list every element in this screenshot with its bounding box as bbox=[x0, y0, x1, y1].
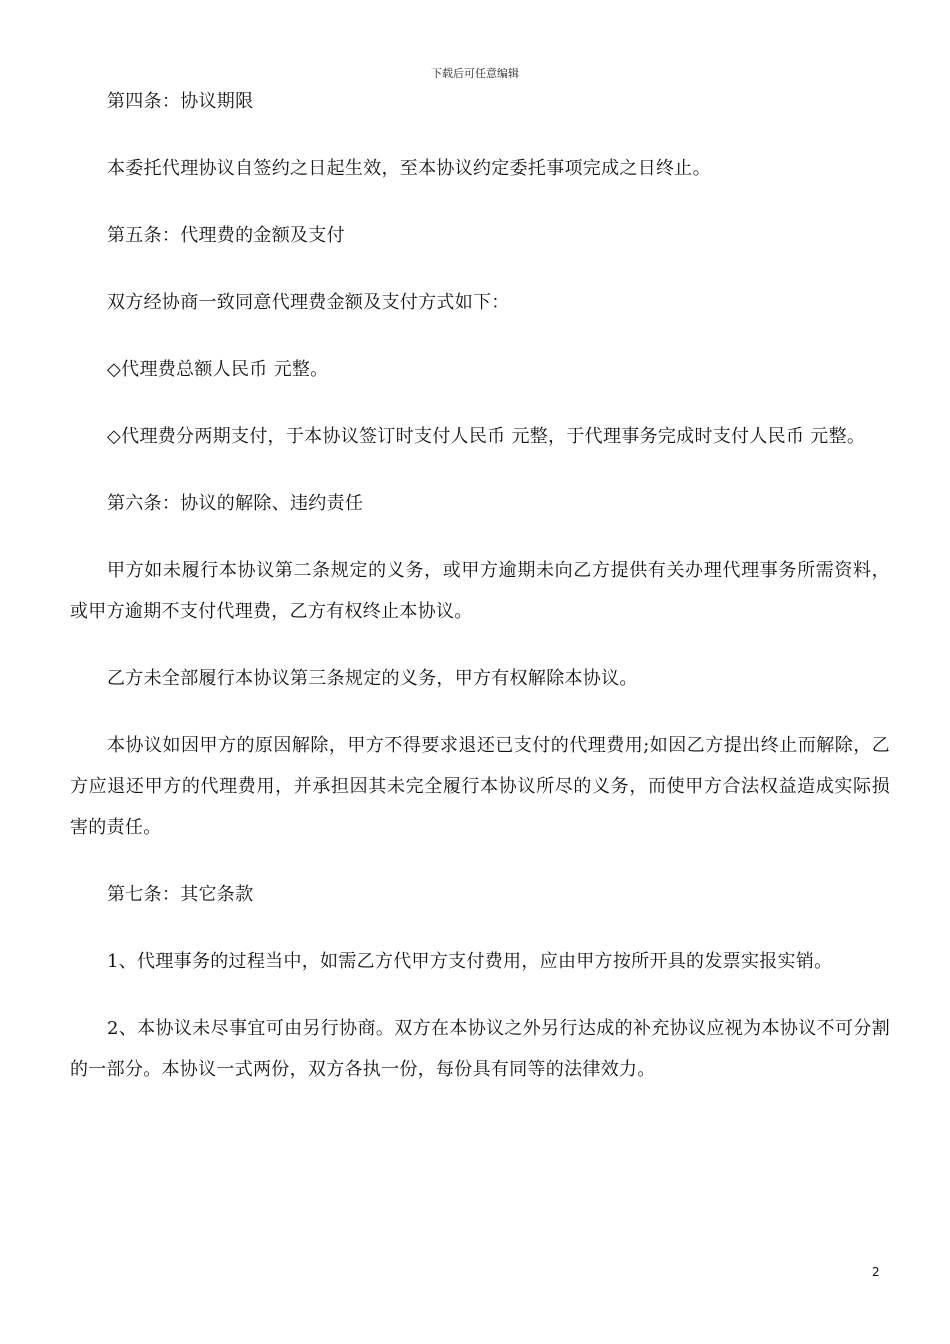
article-6-para-2: 乙方未全部履行本协议第三条规定的义务，甲方有权解除本协议。 bbox=[107, 668, 638, 689]
article-7-item-1: 1、代理事务的过程当中，如需乙方代甲方支付费用，应由甲方按所开具的发票实报实销。 bbox=[107, 951, 833, 972]
article-6-para-3: 本协议如因甲方的原因解除，甲方不得要求退还已支付的代理费用;如因乙方提出终止而解除，乙方应退还甲方的代理费用，并承担因其未完全履行本协议所尽的义务，而使甲方合法权益造成实际损害的责任。 bbox=[70, 735, 890, 838]
article-7-item-2: 2、本协议未尽事宜可由另行协商。双方在本协议之外另行达成的补充协议应视为本协议不可分割的一部分。本协议一式两份，双方各执一份，每份具有同等的法律效力。 bbox=[70, 1018, 890, 1080]
article-4-text: 本委托代理协议自签约之日起生效，至本协议约定委托事项完成之日终止。 bbox=[107, 158, 711, 179]
article-6-heading: 第六条：协议的解除、违约责任 bbox=[107, 493, 364, 514]
page-number: 2 bbox=[872, 1265, 880, 1279]
article-6-para-1: 甲方如未履行本协议第二条规定的义务，或甲方逾期未向乙方提供有关办理代理事务所需资料，或甲方逾期不支付代理费，乙方有权终止本协议。 bbox=[70, 560, 890, 622]
header-note: 下载后可任意编辑 bbox=[431, 67, 519, 80]
article-4-heading: 第四条：协议期限 bbox=[107, 91, 254, 112]
article-5-item-1: ◇代理费总额人民币 元整。 bbox=[107, 359, 329, 380]
article-5-item-2: ◇代理费分两期支付，于本协议签订时支付人民币 元整，于代理事务完成时支付人民币 元整。 bbox=[107, 426, 866, 447]
article-5-intro: 双方经协商一致同意代理费金额及支付方式如下： bbox=[107, 292, 510, 313]
document-body bbox=[70, 81, 890, 1116]
article-7-heading: 第七条：其它条款 bbox=[107, 884, 254, 905]
article-5-heading: 第五条：代理费的金额及支付 bbox=[107, 225, 345, 246]
